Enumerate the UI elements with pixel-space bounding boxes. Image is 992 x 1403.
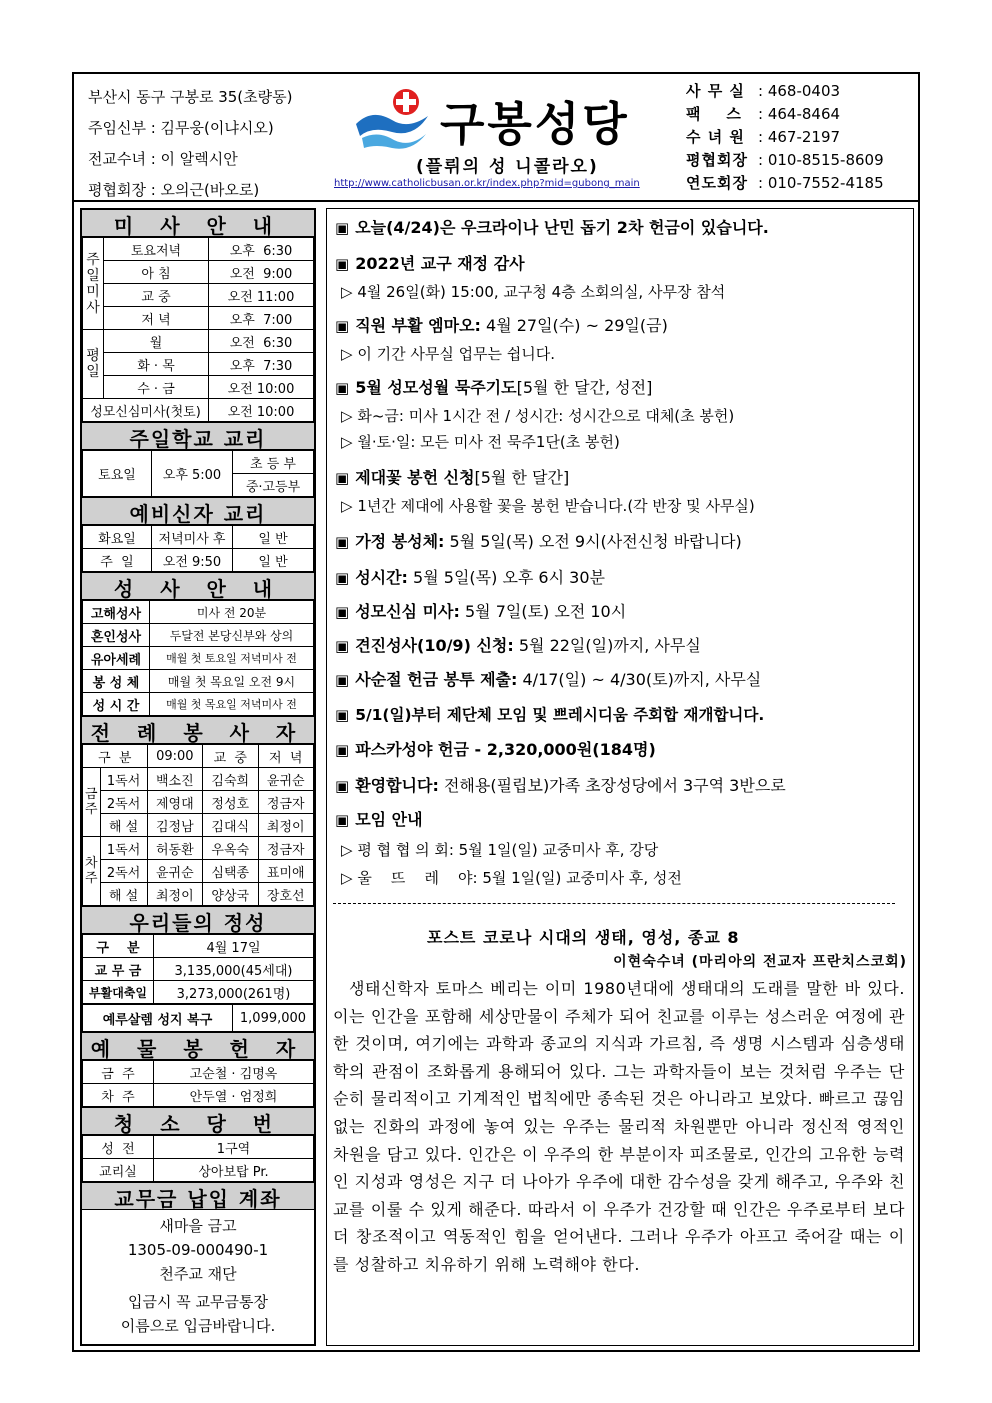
notice-text: 4/17(일) ~ 4/30(토)까지, 사무실: [517, 670, 762, 689]
contact-label: 수 녀 원: [686, 128, 745, 146]
parish-url-link[interactable]: http://www.catholicbusan.or.kr/index.php?mid=gubong_main: [334, 178, 640, 189]
liturgy-role: 2독서: [100, 860, 147, 883]
notice-bold: 성모신심 미사:: [355, 602, 460, 621]
liturgy-header: 교 중: [203, 745, 258, 768]
mass-title: 미 사 안 내: [82, 210, 314, 237]
account-number: 1305-09-000490-1: [127, 1241, 269, 1259]
jerusalem-value: 1,099,000: [233, 1005, 314, 1032]
notice-item: [335, 807, 423, 830]
mass-name: 수 · 금: [104, 376, 209, 399]
cleaning-value: 상아보탑 Pr.: [154, 1159, 314, 1182]
ss-day: 토요일: [83, 451, 152, 497]
mass-name: 교 중: [104, 284, 209, 307]
gift-table: [82, 1060, 314, 1107]
contact-value: : 010-7552-4185: [758, 174, 884, 192]
notice-text: 2022년 교구 재정 감사: [355, 254, 525, 273]
article-title: 포스트 코로나 시대의 생태, 영성, 종교 8: [427, 928, 740, 947]
weekday-mass-label: 평일: [83, 330, 104, 399]
mass-name: 월: [104, 330, 209, 353]
sac-name: 봉 성 체: [83, 670, 150, 693]
header-info: [88, 82, 293, 206]
liturgy-header: 저 녁: [258, 745, 314, 768]
notice-bold: 견진성사(10/9) 신청:: [355, 636, 514, 655]
liturgy-person: 김대식: [203, 814, 258, 837]
liturgy-person: 정금자: [258, 837, 314, 860]
offering-key: 교 무 금: [83, 958, 154, 981]
mass-name: 아 침: [104, 261, 209, 284]
sac-value: 미사 전 20분: [150, 601, 314, 624]
sac-value: 매월 첫 토요일 저녁미사 전: [150, 647, 314, 670]
notice-sub: [341, 405, 734, 426]
sacrament-table: [82, 600, 314, 716]
account-holder: 천주교 재단: [159, 1265, 237, 1283]
liturgy-person: 최정이: [147, 883, 202, 906]
catechumen-table: [82, 525, 314, 572]
mass-time: 오후 6:30: [209, 238, 314, 261]
mass-name: 저 녁: [104, 307, 209, 330]
checkbox-icon: ▣: [335, 811, 350, 829]
liturgy-person: 제영대: [147, 791, 202, 814]
notice-sub-text: 1년간 제대에 사용할 꽃을 봉헌 받습니다.(각 반장 및 사무실): [357, 497, 755, 515]
liturgy-role: 2독서: [100, 791, 147, 814]
first-sat-time: 오전 10:00: [209, 399, 314, 422]
sunday-school-title: 주일학교 교리: [82, 422, 314, 450]
contact-value: : 464-8464: [758, 105, 841, 123]
contact-value: : 468-0403: [758, 82, 841, 100]
first-sat-mass: 성모신심미사(첫토): [83, 399, 209, 422]
gift-value: 안두열 · 엄정희: [154, 1084, 314, 1107]
cleaning-value: 1구역: [154, 1136, 314, 1159]
notice-text: 파스카성야 헌금 - 2,320,000원(184명): [355, 740, 656, 759]
offering-value: 4월 17일: [154, 935, 314, 958]
offering-value: 3,273,000(261명): [154, 981, 314, 1004]
liturgy-person: 표미애: [258, 860, 314, 883]
notice-sub-text: 월·토·일: 모든 미사 전 묵주1단(초 봉헌): [357, 433, 620, 451]
gift-title: 예 물 봉 헌 자: [82, 1032, 314, 1060]
cleaning-key: 교리실: [83, 1159, 154, 1182]
liturgy-person: 윤귀순: [147, 860, 202, 883]
notice-sub: [341, 867, 682, 888]
notice-text: 4월 27일(수) ~ 29일(금): [480, 316, 668, 335]
checkbox-icon: ▣: [335, 569, 350, 587]
notice-bold: 가정 봉성체:: [355, 532, 445, 551]
cat-day: 화요일: [83, 526, 152, 549]
catechumen-title: 예비신자 교리: [82, 497, 314, 525]
notice-text: 5월 5일(목) 오후 6시 30분: [407, 568, 605, 587]
cleaning-title: 청 소 당 번: [82, 1107, 314, 1135]
checkbox-icon: ▣: [335, 777, 350, 795]
liturgy-person: 최정이: [258, 814, 314, 837]
sac-value: 두달전 본당신부와 상의: [150, 624, 314, 647]
triangle-icon: ▷: [341, 283, 353, 301]
liturgy-person: 우옥숙: [203, 837, 258, 860]
liturgy-person: 허동환: [147, 837, 202, 860]
notice-sub: [341, 431, 620, 452]
notice-text: 오늘(4/24)은 우크라이나 난민 돕기 2차 헌금이 있습니다.: [355, 218, 769, 237]
notice-item: [335, 565, 605, 588]
liturgy-person: 심택종: [203, 860, 258, 883]
notice-item: [335, 251, 525, 274]
checkbox-icon: ▣: [335, 219, 350, 237]
sac-name: 성 시 간: [83, 693, 150, 716]
contact-label: 연도회장: [686, 174, 748, 192]
notice-item: [335, 703, 764, 725]
liturgy-title: 전 례 봉 사 자: [82, 716, 314, 744]
liturgy-role: 해 설: [100, 883, 147, 906]
notice-item: [335, 215, 769, 238]
notice-sub: [341, 343, 555, 364]
triangle-icon: ▷: [341, 841, 353, 859]
notice-bold: 성시간:: [355, 568, 408, 587]
checkbox-icon: ▣: [335, 533, 350, 551]
offering-key: 부활대축일: [83, 981, 154, 1004]
checkbox-icon: ▣: [335, 469, 350, 487]
sister: 전교수녀 : 이 알렉시안: [88, 150, 238, 168]
mass-name: 화 · 목: [104, 353, 209, 376]
mass-table: [82, 237, 314, 422]
checkbox-icon: ▣: [335, 255, 350, 273]
liturgy-header: 구 분: [83, 745, 148, 768]
section-divider: [333, 903, 895, 904]
contact-value: : 467-2197: [758, 128, 841, 146]
cleaning-key: 성 전: [83, 1136, 154, 1159]
checkbox-icon: ▣: [335, 671, 350, 689]
liturgy-person: 양상국: [203, 883, 258, 906]
ss-group: 초 등 부: [233, 451, 314, 474]
checkbox-icon: ▣: [335, 379, 350, 397]
notice-text: 5월 22일(일)까지, 사무실: [513, 636, 701, 655]
triangle-icon: ▷: [341, 497, 353, 515]
gift-value: 고순철 · 김명옥: [154, 1061, 314, 1084]
sidebar: [80, 208, 316, 1346]
checkbox-icon: ▣: [335, 603, 350, 621]
notice-bold: 직원 부활 엠마오:: [355, 316, 481, 335]
liturgy-person: 정성호: [203, 791, 258, 814]
jerusalem-key: 예루살렘 성지 복구: [83, 1005, 233, 1032]
notice-sub: [341, 495, 755, 516]
main-content: [326, 208, 914, 1346]
ss-time: 오후 5:00: [152, 451, 233, 497]
notice-item: [335, 375, 652, 398]
mass-time: 오후 7:30: [209, 353, 314, 376]
notice-sub-text: 화~금: 미사 1시간 전 / 성시간: 성시간으로 대체(초 봉헌): [357, 407, 735, 425]
contact-list: [686, 80, 884, 195]
notice-sub-text: 4월 26일(화) 15:00, 교구청 4층 소회의실, 사무장 참석: [357, 283, 726, 301]
liturgy-person: 김정남: [147, 814, 202, 837]
parish-subtitle: (플뤼의 성 니콜라오): [416, 157, 599, 177]
sac-value: 매월 첫 목요일 저녁미사 전: [150, 693, 314, 716]
liturgy-person: 정금자: [258, 791, 314, 814]
liturgy-table: [82, 744, 314, 906]
notice-sub-text: 울 뜨 레 야: 5월 1일(일) 교중미사 후, 성전: [357, 869, 682, 887]
contact-label: 평협회장: [686, 151, 748, 169]
cat-group: 일 반: [233, 526, 314, 549]
this-week-label: 금주: [83, 768, 101, 837]
article-body: 생태신학자 토마스 베리는 이미 1980년대에 생태대의 도래를 말한 바 있다. 이는 인간을 포함해 세상만물이 주체가 되어 친교를 이루는 성스러운 여정에 관한 것이며, 여기에는 과학과 종교의 지식과 가르침, 즉 생명 시스템과 심층생태학의 관점이 조화롭게 용해되어 있다. 그는 과학자들이 보는 것처럼 우주는 단순히 물리적이고 기계적인 법칙에만 종속된 것은 아니라고 보았다. 빠르고 끊임없는 진화의 과정에 놓여 있는 우주는 물리적 차원뿐만 아니라 정신적 영적인 차원을 담고 있다. 인간은 이 우주의 한 부분이자 피조물로, 인간의 고유한 능력인 지성과 영성은 지구 더 나아가 우주에 대한 감수성을 갖게 해주고, 우주와 친교를 이룰 수 있게 해준다. 따라서 이 우주가 건강할 때 인간은 우주로부터 보다 더 창조적이고 역동적인 힘을 얻어낸다. 그러나 우주가 아프고 죽어갈 때는 이를 성찰하고 치유하기 위해 노력해야 한다.: [333, 979, 905, 1274]
sunday-school-table: [82, 450, 314, 497]
notice-item: [335, 773, 786, 796]
notice-text: 모임 안내: [355, 810, 423, 829]
pastor: 주임신부 : 김무웅(이냐시오): [88, 119, 274, 137]
contact-label: 사 무 실: [686, 82, 745, 100]
account-info: [82, 1210, 314, 1338]
triangle-icon: ▷: [341, 407, 353, 425]
notice-bold: 5월 성모성월 묵주기도: [355, 378, 517, 397]
notice-text: 5월 5일(목) 오전 9시(사전신청 바랍니다): [444, 532, 742, 551]
mass-time: 오전 10:00: [209, 376, 314, 399]
mass-time: 오후 7:00: [209, 307, 314, 330]
liturgy-role: 1독서: [100, 837, 147, 860]
cat-group: 일 반: [233, 549, 314, 572]
mass-time: 오전 11:00: [209, 284, 314, 307]
contact-label: 팩 스: [686, 105, 742, 123]
notice-item: [335, 737, 656, 760]
notice-text: 5/1(일)부터 제단체 모임 및 쁘레시디움 주회합 재개합니다.: [355, 706, 765, 724]
parish-logo-icon: [352, 86, 432, 152]
liturgy-role: 해 설: [100, 814, 147, 837]
offering-value: 3,135,000(45세대): [154, 958, 314, 981]
bank-name: 새마을 금고: [159, 1217, 237, 1235]
notice-bold: 제대꽃 봉헌 신청: [355, 468, 475, 487]
offering-table: [82, 934, 314, 1004]
cat-time: 저녁미사 후: [152, 526, 233, 549]
gift-key: 차 주: [83, 1084, 154, 1107]
sac-name: 혼인성사: [83, 624, 150, 647]
account-title: 교무금 납입 계좌: [82, 1182, 314, 1210]
checkbox-icon: ▣: [335, 741, 350, 759]
notice-bold: 사순절 헌금 봉투 제출:: [355, 670, 518, 689]
offering-title: 우리들의 정성: [82, 906, 314, 934]
article-author: 이현숙수녀 (마리아의 전교자 프란치스코회): [613, 954, 907, 970]
sac-value: 매월 첫 목요일 오전 9시: [150, 670, 314, 693]
next-week-label: 차주: [83, 837, 101, 906]
jerusalem-table: [82, 1004, 314, 1032]
liturgy-person: 김숙희: [203, 768, 258, 791]
mass-time: 오전 6:30: [209, 330, 314, 353]
ss-group: 중·고등부: [233, 474, 314, 497]
account-note: 입금시 꼭 교무금통장: [128, 1293, 268, 1311]
notice-sub-text: 평 협 협 의 회: 5월 1일(일) 교중미사 후, 강당: [357, 841, 659, 859]
checkbox-icon: ▣: [335, 637, 350, 655]
notice-item: [335, 599, 626, 622]
notice-item: [335, 529, 742, 552]
address: 부산시 동구 구봉로 35(초량동): [88, 88, 293, 106]
gift-key: 금 주: [83, 1061, 154, 1084]
notice-item: [335, 313, 668, 336]
mass-name: 토요저녁: [104, 238, 209, 261]
sunday-mass-label: 주일미사: [83, 238, 104, 330]
notice-text: [5월 한 달간, 성전]: [516, 378, 653, 397]
sac-name: 유아세례: [83, 647, 150, 670]
liturgy-person: 윤귀순: [258, 768, 314, 791]
cat-time: 오전 9:50: [152, 549, 233, 572]
liturgy-person: 장호선: [258, 883, 314, 906]
triangle-icon: ▷: [341, 345, 353, 363]
checkbox-icon: ▣: [335, 317, 350, 335]
offering-key: 구 분: [83, 935, 154, 958]
notice-item: [335, 667, 761, 690]
mass-time: 오전 9:00: [209, 261, 314, 284]
triangle-icon: ▷: [341, 869, 353, 887]
council-head: 평협회장 : 오의근(바오로): [88, 181, 260, 199]
parish-title: 구봉성당: [440, 97, 630, 151]
cleaning-table: [82, 1135, 314, 1182]
triangle-icon: ▷: [341, 433, 353, 451]
sacrament-title: 성 사 안 내: [82, 572, 314, 600]
notice-text: 5월 7일(토) 오전 10시: [459, 602, 627, 621]
liturgy-header: 09:00: [147, 745, 202, 768]
notice-sub-text: 이 기간 사무실 업무는 쉽니다.: [357, 345, 556, 363]
sac-name: 고해성사: [83, 601, 150, 624]
notice-sub: [341, 281, 725, 302]
cat-day: 주 일: [83, 549, 152, 572]
notice-bold: 환영합니다:: [355, 776, 439, 795]
notice-item: [335, 633, 701, 656]
notice-text: 전해용(필립보)가족 초장성당에서 3구역 3반으로: [438, 776, 786, 795]
liturgy-person: 백소진: [147, 768, 202, 791]
notice-item: [335, 465, 569, 488]
liturgy-role: 1독서: [100, 768, 147, 791]
account-note: 이름으로 입금바랍니다.: [120, 1317, 276, 1335]
contact-value: : 010-8515-8609: [758, 151, 884, 169]
notice-text: [5월 한 달간]: [474, 468, 570, 487]
checkbox-icon: ▣: [335, 706, 350, 724]
notice-sub: [341, 839, 658, 860]
